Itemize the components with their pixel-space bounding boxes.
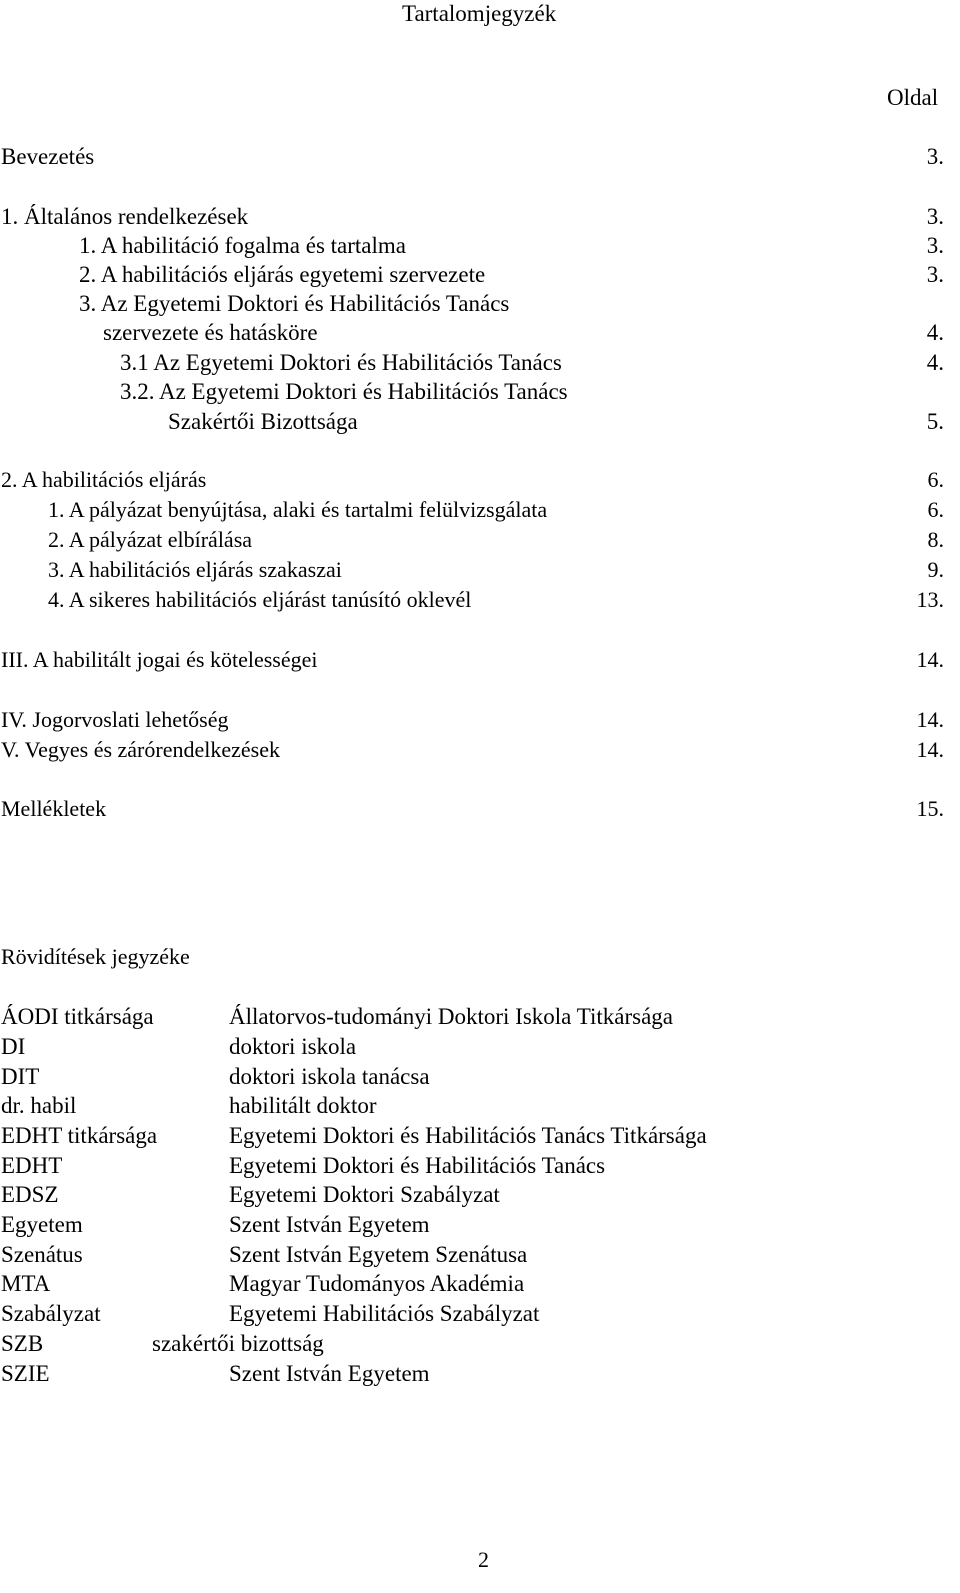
abbreviation-term: EDHT titkársága [1,1123,158,1148]
abbreviations-heading: Rövidítések jegyzéke [1,944,190,969]
page-number: 2 [478,1547,489,1572]
page-column-header: Oldal [887,85,939,110]
abbreviation-meaning: Egyetemi Doktori és Habilitációs Tanács [229,1153,606,1178]
abbreviation-term: Szabályzat [1,1301,101,1326]
toc-entry-label: 1. A pályázat benyújtása, alaki és tartalmi felülvizsgálata [48,497,548,522]
toc-entry-page: 13. [916,587,944,612]
abbreviation-term: ÁODI titkársága [1,1004,154,1029]
toc-entry-page: 15. [916,796,944,821]
toc-entry-label: 2. A habilitációs eljárás egyetemi szervezete [79,262,486,287]
abbreviation-meaning: doktori iskola tanácsa [229,1064,430,1089]
abbreviation-meaning: Egyetemi Habilitációs Szabályzat [229,1301,540,1326]
abbreviation-meaning: Egyetemi Doktori és Habilitációs Tanács Titkársága [229,1123,707,1148]
toc-entry-label: 3. A habilitációs eljárás szakaszai [48,557,342,582]
abbreviation-term: SZB [1,1331,44,1356]
abbreviation-meaning: Állatorvos-tudományi Doktori Iskola Titkársága [229,1004,673,1029]
toc-entry-label: 1. Általános rendelkezések [1,204,249,229]
toc-entry-page: 3. [926,233,944,258]
page-title: Tartalomjegyzék [402,1,557,26]
abbreviation-meaning: Szent István Egyetem [229,1361,430,1386]
toc-entry-label: Mellékletek [1,796,107,821]
toc-entry-page: 3. [926,204,944,229]
toc-entry-label: Bevezetés [1,144,95,169]
abbreviation-term: Szenátus [1,1242,83,1267]
toc-entry-page: 4. [926,320,944,345]
abbreviation-term: DIT [1,1064,40,1089]
toc-entry-page: 14. [916,647,944,672]
abbreviation-meaning: szakértői bizottság [152,1331,324,1356]
toc-entry-page: 4. [926,350,944,375]
toc-entry-label: Szakértői Bizottsága [168,409,358,434]
toc-entry-label: 3. Az Egyetemi Doktori és Habilitációs Tanács [79,291,510,316]
abbreviation-meaning: Egyetemi Doktori Szabályzat [229,1182,500,1207]
toc-entry-page: 9. [927,557,944,582]
abbreviation-term: SZIE [1,1361,50,1386]
toc-entry-label: 3.1 Az Egyetemi Doktori és Habilitációs Tanács [120,350,562,375]
abbreviation-term: Egyetem [1,1212,83,1237]
toc-entry-page: 6. [927,497,944,522]
abbreviation-term: DI [1,1034,26,1059]
abbreviation-term: dr. habil [1,1093,77,1118]
toc-entry-label: V. Vegyes és zárórendelkezések [1,737,280,762]
toc-entry-page: 14. [916,737,944,762]
toc-entry-page: 3. [926,262,944,287]
abbreviation-meaning: Szent István Egyetem [229,1212,430,1237]
toc-entry-page: 6. [927,467,944,492]
toc-entry-page: 3. [926,144,944,169]
toc-entry-page: 14. [916,707,944,732]
toc-entry-label: 1. A habilitáció fogalma és tartalma [79,233,407,258]
toc-entry-label: III. A habilitált jogai és kötelességei [1,647,318,672]
toc-entry-label: 2. A pályázat elbírálása [48,527,253,552]
abbreviation-meaning: doktori iskola [229,1034,357,1059]
abbreviation-term: MTA [1,1271,51,1296]
toc-entry-label: szervezete és hatásköre [103,320,318,345]
abbreviation-term: EDSZ [1,1182,59,1207]
toc-entry-label: IV. Jogorvoslati lehetőség [1,707,229,732]
abbreviation-meaning: Magyar Tudományos Akadémia [229,1271,525,1296]
toc-entry-label: 3.2. Az Egyetemi Doktori és Habilitációs Tanács [120,379,568,404]
toc-entry-label: 2. A habilitációs eljárás [1,467,207,492]
abbreviation-meaning: Szent István Egyetem Szenátusa [229,1242,528,1267]
toc-entry-page: 5. [926,409,944,434]
toc-entry-label: 4. A sikeres habilitációs eljárást tanúsító oklevél [48,587,472,612]
toc-entry-page: 8. [927,527,944,552]
abbreviation-term: EDHT [1,1153,63,1178]
abbreviation-meaning: habilitált doktor [229,1093,377,1118]
